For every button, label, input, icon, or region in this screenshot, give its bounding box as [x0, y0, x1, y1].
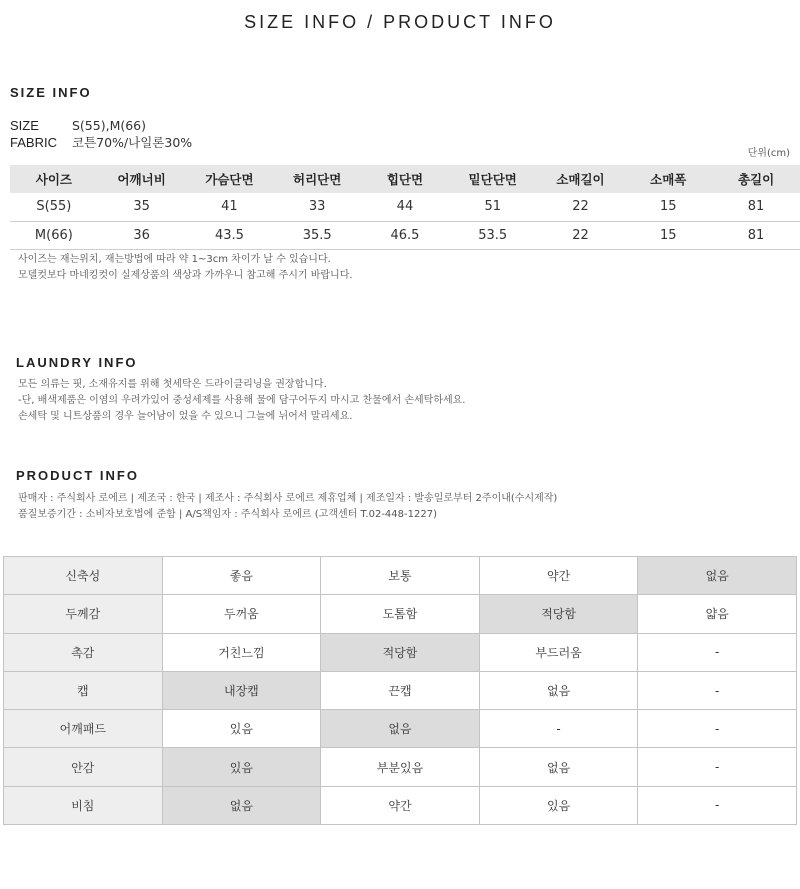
property-option: 약간	[321, 786, 480, 824]
table-cell: 81	[712, 193, 800, 221]
table-cell: M(66)	[10, 221, 98, 249]
col-header: 힙단면	[361, 165, 449, 193]
col-header: 허리단면	[273, 165, 361, 193]
property-option: -	[638, 710, 797, 748]
col-header: 밑단단면	[449, 165, 537, 193]
property-option: 도톰함	[321, 595, 480, 633]
property-option: 부드러움	[479, 633, 638, 671]
fabric-value: 코튼70%/나일론30%	[72, 135, 193, 150]
property-row	[4, 748, 797, 786]
property-option: 보통	[321, 557, 480, 595]
table-cell: 53.5	[449, 221, 537, 249]
property-name: 두께감	[4, 595, 163, 633]
table-cell: 46.5	[361, 221, 449, 249]
property-name: 촉감	[4, 633, 163, 671]
property-option-selected: 없음	[321, 710, 480, 748]
property-table	[3, 556, 797, 825]
property-option: 없음	[479, 671, 638, 709]
fabric-spec-row	[10, 133, 192, 151]
property-option: 있음	[162, 710, 321, 748]
property-option: -	[638, 786, 797, 824]
table-cell: 33	[273, 193, 361, 221]
laundry-line: -단, 배색제품은 이염의 우려가있어 중성세제를 사용해 물에 담구어두지 마시고 찬물에서 손세탁하세요.	[18, 395, 466, 406]
size-table	[10, 165, 800, 250]
table-cell: 44	[361, 193, 449, 221]
property-option: -	[638, 748, 797, 786]
property-option-selected: 있음	[162, 748, 321, 786]
table-cell: 15	[624, 221, 712, 249]
property-option: 없음	[479, 748, 638, 786]
size-label: SIZE	[10, 118, 39, 133]
col-header: 사이즈	[10, 165, 98, 193]
table-row	[10, 221, 800, 249]
property-row	[4, 595, 797, 633]
property-option: 얇음	[638, 595, 797, 633]
size-spec-row	[10, 118, 146, 133]
property-option-selected: 없음	[162, 786, 321, 824]
property-row	[4, 710, 797, 748]
property-row	[4, 557, 797, 595]
property-option-selected: 적당함	[479, 595, 638, 633]
table-cell: 36	[98, 221, 186, 249]
col-header: 어깨너비	[98, 165, 186, 193]
property-option-selected: 없음	[638, 557, 797, 595]
product-line: 판매자 : 주식회사 로에르 | 제조국 : 한국 | 제조사 : 주식회사 로에르 제휴업체 | 제조일자 : 발송일로부터 2주이내(수시제작)	[18, 493, 558, 504]
product-line: 품질보증기간 : 소비자보호법에 준함 | A/S책임자 : 주식회사 로에르 (고객센터 T.02-448-1227)	[18, 509, 437, 520]
laundry-line: 손세탁 및 니트상품의 경우 늘어남이 었을 수 있으니 그늘에 뉘어서 말리세요.	[18, 411, 353, 422]
laundry-line: 모든 의류는 핏, 소재유지를 위해 첫세탁은 드라이클리닝을 권장합니다.	[18, 379, 327, 390]
property-option: 두꺼움	[162, 595, 321, 633]
property-option: 있음	[479, 786, 638, 824]
table-cell: 22	[537, 221, 625, 249]
page-title: SIZE INFO / PRODUCT INFO	[244, 12, 556, 32]
property-name: 캡	[4, 671, 163, 709]
size-note-line: 사이즈는 재는위치, 재는방법에 따라 약 1~3cm 차이가 날 수 있습니다.	[18, 254, 331, 265]
col-header: 가슴단면	[186, 165, 274, 193]
size-note-line: 모델컷보다 마네킹컷이 실제상품의 색상과 가까우니 참고해 주시기 바랍니다.	[18, 270, 353, 281]
table-cell: 41	[186, 193, 274, 221]
table-cell: 35	[98, 193, 186, 221]
property-name: 어깨패드	[4, 710, 163, 748]
property-option: -	[638, 671, 797, 709]
property-option: -	[479, 710, 638, 748]
product-info-title: PRODUCT INFO	[16, 468, 139, 483]
property-option: 좋음	[162, 557, 321, 595]
size-table-header	[10, 165, 800, 193]
property-name: 신축성	[4, 557, 163, 595]
table-row	[10, 193, 800, 221]
col-header: 총길이	[712, 165, 800, 193]
table-cell: 35.5	[273, 221, 361, 249]
table-cell: 81	[712, 221, 800, 249]
col-header: 소매폭	[624, 165, 712, 193]
property-option: 거친느낌	[162, 633, 321, 671]
property-name: 안감	[4, 748, 163, 786]
table-cell: 43.5	[186, 221, 274, 249]
property-option-selected: 내장캡	[162, 671, 321, 709]
property-row	[4, 786, 797, 824]
property-option: 약간	[479, 557, 638, 595]
property-row	[4, 671, 797, 709]
table-cell: 15	[624, 193, 712, 221]
product-notes	[18, 491, 557, 523]
col-header: 소매길이	[537, 165, 625, 193]
property-option: -	[638, 633, 797, 671]
property-option: 끈캡	[321, 671, 480, 709]
laundry-notes	[18, 377, 465, 425]
size-notes	[18, 252, 353, 284]
property-option-selected: 적당함	[321, 633, 480, 671]
property-option: 부분있음	[321, 748, 480, 786]
table-cell: S(55)	[10, 193, 98, 221]
table-cell: 22	[537, 193, 625, 221]
table-cell: 51	[449, 193, 537, 221]
unit-label: 단위(cm)	[747, 148, 790, 159]
property-name: 비침	[4, 786, 163, 824]
size-value: S(55),M(66)	[72, 118, 147, 133]
fabric-label: FABRIC	[10, 135, 57, 150]
size-info-title: SIZE INFO	[10, 85, 92, 100]
property-row	[4, 633, 797, 671]
laundry-info-title: LAUNDRY INFO	[16, 355, 138, 370]
